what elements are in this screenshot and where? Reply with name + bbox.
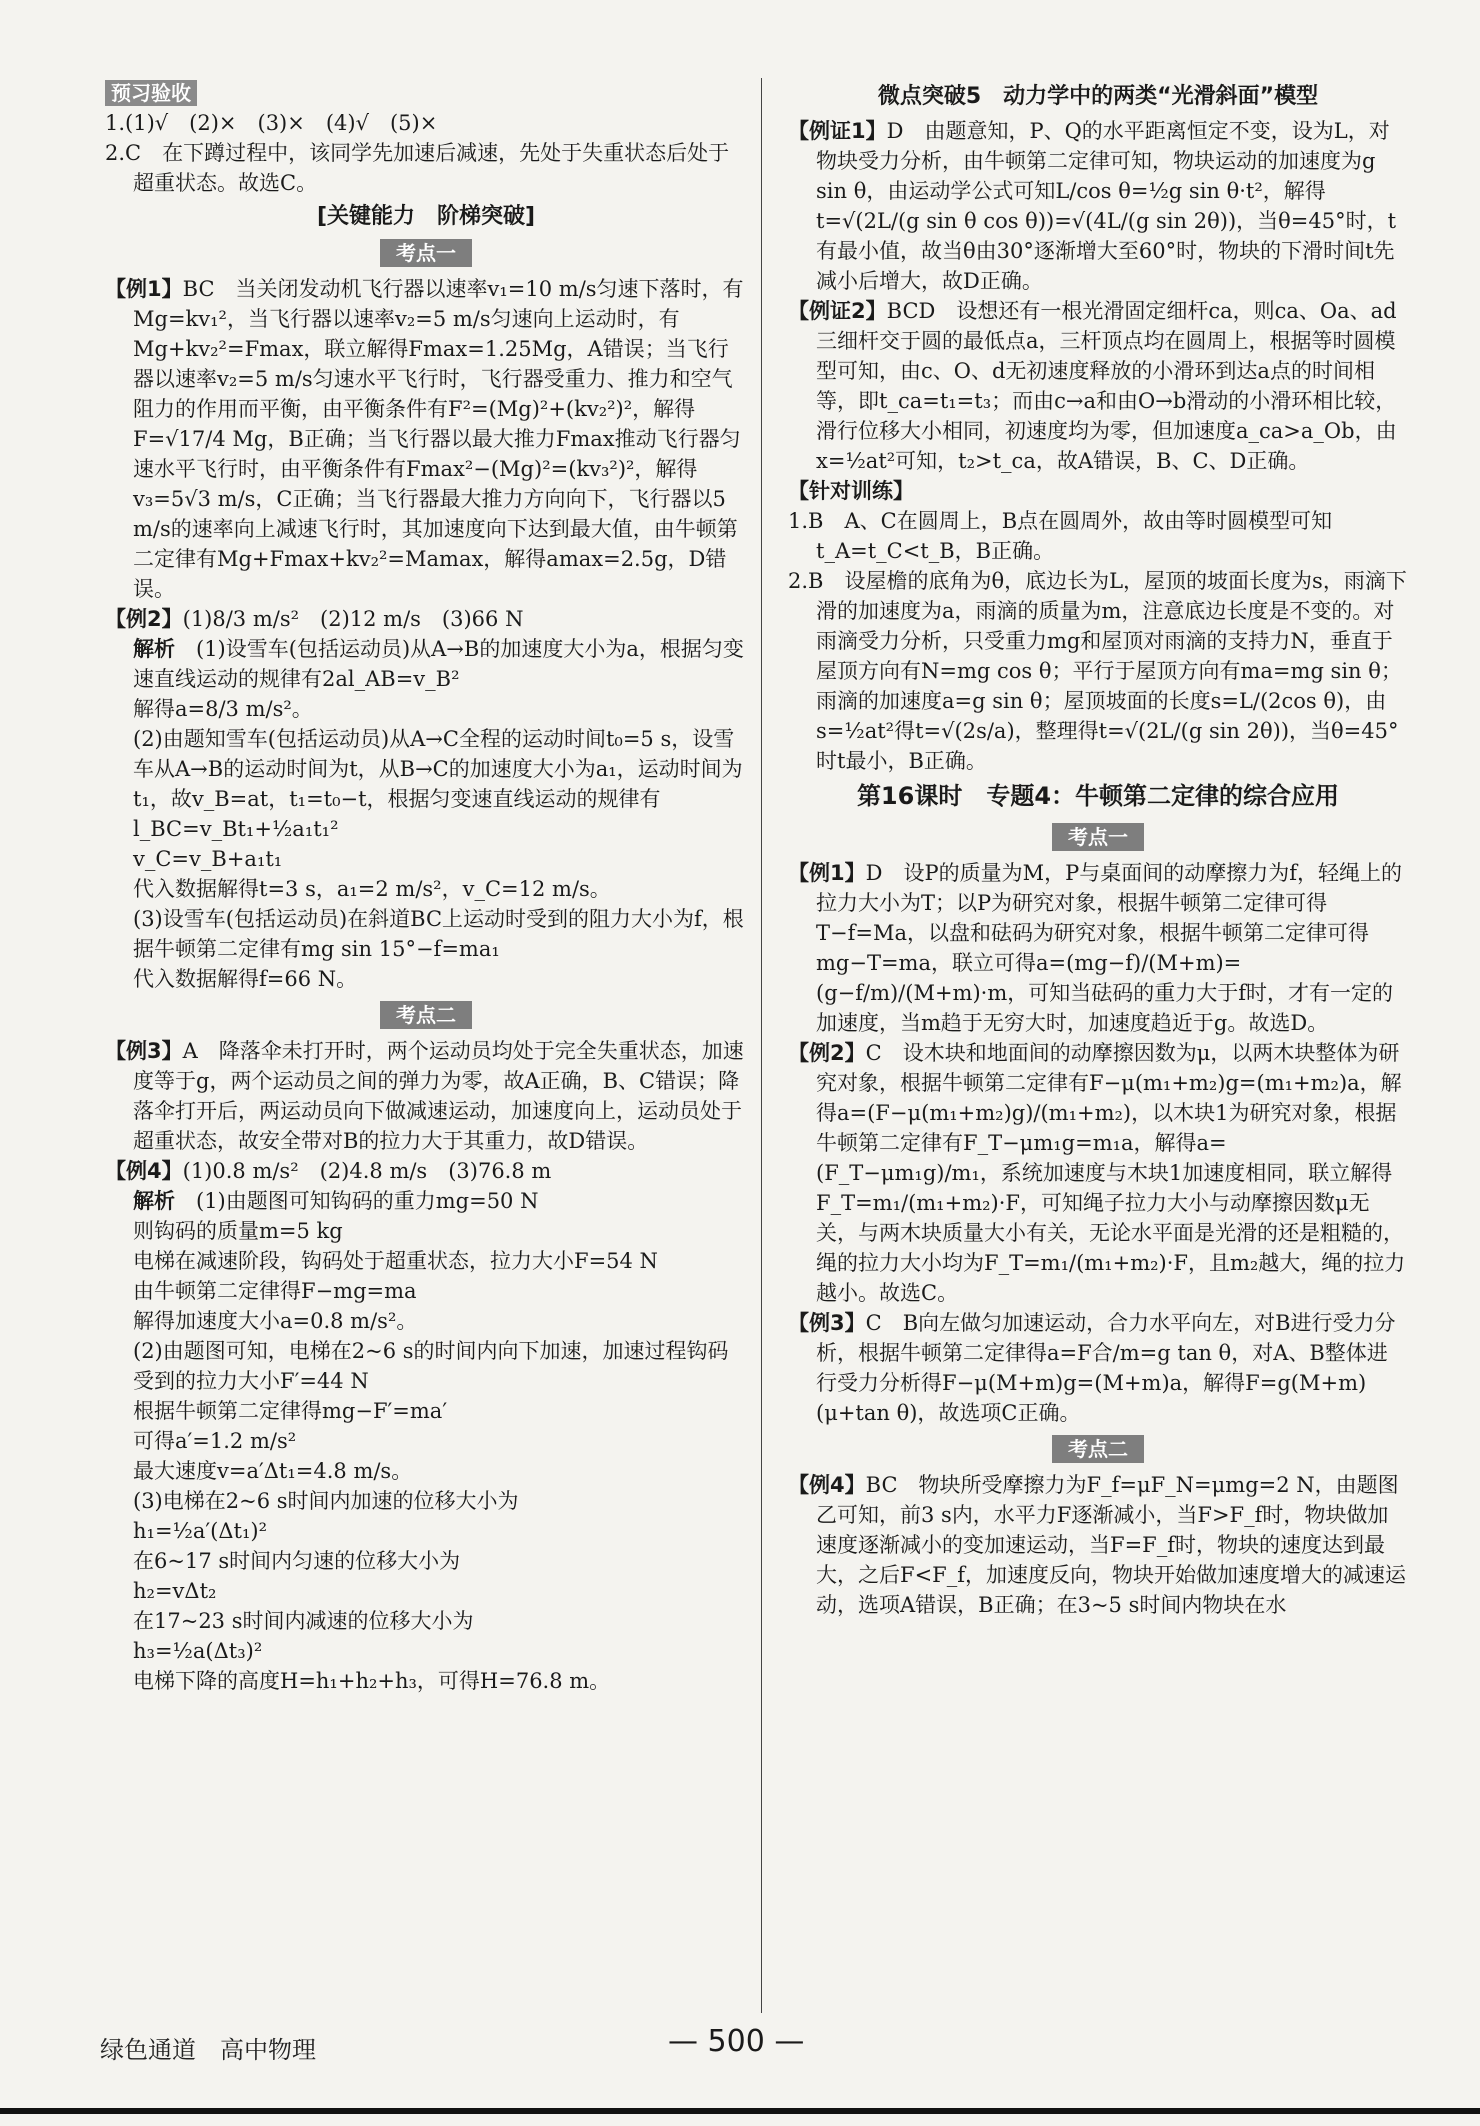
column-divider <box>761 78 762 2013</box>
example-2-formula-1: l_BC=v_Bt₁+½a₁t₁² <box>133 817 339 841</box>
example-2-line-3: (2)由题知雪车(包括运动员)从A→C全程的运动时间t₀=5 s，设雪车从A→B的运动时间为t，从B→C的加速度大小为a₁，运动时间为t₁，故v_B=at，t₁=t₀−t，根据匀变速直线运动的规律有 <box>133 727 743 811</box>
proof-example-2: 【例证2】BCD 设想还有一根光滑固定细杆ca，则ca、Oa、ad三细杆交于圆的最低点a，三杆顶点均在圆周上，根据等时圆模型可知，由c、O、d无初速度释放的小滑环到达a点的时间相等，即t_ca=t₁=t₃；而由c→a和由O→b滑动的小滑环相比较，滑行位移大小相同，初速度均为零，但加速度a_ca>a_Ob，由x=½at²可知，t₂>t_ca，故A错误，B、C、D正确。 <box>788 299 1397 473</box>
training-2: 2.B 设屋檐的底角为θ，底边长为L，屋顶的坡面长度为s，雨滴下滑的加速度为a，雨滴的质量为m，注意底边长度是不变的。对雨滴受力分析，只受重力mg和屋顶对雨滴的支持力N，垂直于屋顶方向有N=mg cos θ；平行于屋顶方向有ma=mg sin θ；雨滴的加速度a=g sin θ；屋顶坡面的长度s=L/(2cos θ)，由s=½at²得t=√(2s/a)，整理得t=√(2L/(g sin 2θ))，当θ=45°时t最小，B正确。 <box>788 569 1407 773</box>
example-4-line-1: 解析 (1)由题图可知钩码的重力mg=50 N <box>133 1189 539 1213</box>
example-2-answer: 【例2】(1)8/3 m/s² (2)12 m/s (3)66 N <box>105 607 524 631</box>
proof-example-1: 【例证1】D 由题意知，P、Q的水平距离恒定不变，设为L，对物块受力分析，由牛顿第二定律可知，物块运动的加速度为g sin θ，由运动学公式可知L/cos θ=½g sin θ·t²，解得t=√(2L/(g sin θ cos θ))=√(4L/(g sin 2θ))，当θ=45°时，t有最小值，故当θ由30°逐渐增大至60°时，物块的下滑时间t先减小后增大，故D正确。 <box>788 119 1397 293</box>
training-1: 1.B A、C在圆周上，B点在圆周外，故由等时圆模型可知t_A=t_C<t_B，B正确。 <box>788 509 1333 563</box>
example-2-line-6: 代入数据解得f=66 N。 <box>133 967 358 991</box>
page-number: — 500 — <box>668 2024 805 2059</box>
right-column <box>788 78 1408 1620</box>
example-4-formula-1: h₁=½a′(Δt₁)² <box>133 1519 268 1543</box>
preview-answer-2: 2.C 在下蹲过程中，该同学先加速后减速，先处于失重状态后处于超重状态。故选C。 <box>105 141 730 195</box>
training-label: 【针对训练】 <box>788 479 914 503</box>
example-2-line-5: (3)设雪车(包括运动员)在斜道BC上运动时受到的阻力大小为f，根据牛顿第二定律有mg sin 15°−f=ma₁ <box>133 907 744 961</box>
kaodian-2-badge: 考点二 <box>105 1000 747 1030</box>
weidian-title: 微点突破5 动力学中的两类“光滑斜面”模型 <box>877 84 1319 109</box>
example-2-line-2: 解得a=8/3 m/s²。 <box>133 697 313 721</box>
kaodian-1-badge: 考点一 <box>105 238 747 268</box>
bottom-rule <box>0 2108 1480 2114</box>
preview-answer-1: 1.(1)√ (2)× (3)× (4)√ (5)× <box>105 111 438 135</box>
example-2-line-1: 解析 (1)设雪车(包括运动员)从A→B的加速度大小为a，根据匀变速直线运动的规律有2al_AB=v_B² <box>133 637 744 691</box>
example-4-formula-3: h₃=½a(Δt₃)² <box>133 1639 263 1663</box>
book-title: 绿色通道 高中物理 <box>100 2036 316 2064</box>
preview-tag: 预习验收 <box>105 78 747 108</box>
right-example-2: 【例2】C 设木块和地面间的动摩擦因数为μ，以两木块整体为研究对象，根据牛顿第二定律有F−μ(m₁+m₂)g=(m₁+m₂)a，解得a=(F−μ(m₁+m₂)g)/(m₁+m₂)，以木块1为研究对象，根据牛顿第二定律有F_T−μm₁g=m₁a，解得a=(F_T−μm₁g)/m₁，系统加速度与木块1加速度相同，联立解得F_T=m₁/(m₁+m₂)·F，可知绳子拉力大小与动摩擦因数μ无关，与两木块质量大小有关，无论水平面是光滑的还是粗糙的，绳的拉力大小均为F_T=m₁/(m₁+m₂)·F，且m₂越大，绳的拉力越小。故选C。 <box>788 1041 1406 1305</box>
example-3: 【例3】A 降落伞未打开时，两个运动员均处于完全失重状态，加速度等于g，两个运动员之间的弹力为零，故A正确，B、C错误；降落伞打开后，两运动员向下做减速运动，加速度向上，运动员处于超重状态，故安全带对B的拉力大于其重力，故D错误。 <box>105 1039 744 1153</box>
left-column <box>105 78 747 1696</box>
example-4-line-7: 根据牛顿第二定律得mg−F′=ma′ <box>133 1399 448 1423</box>
example-4-line-13: 电梯下降的高度H=h₁+h₂+h₃，可得H=76.8 m。 <box>133 1669 611 1693</box>
example-1: 【例1】BC 当关闭发动机飞行器以速率v₁=10 m/s匀速下落时，有Mg=kv₁²，当飞行器以速率v₂=5 m/s匀速向上运动时，有Mg+kv₂²=Fmax，联立解得Fmax=1.25Mg，A错误；当飞行器以速率v₂=5 m/s匀速水平飞行时，飞行器受重力、推力和空气阻力的作用而平衡，由平衡条件有F²=(Mg)²+(kv₂²)²，解得F=√17/4 Mg，B正确；当飞行器以最大推力Fmax推动飞行器匀速水平飞行时，由平衡条件有Fmax²−(Mg)²=(kv₃²)²，解得v₃=5√3 m/s，C正确；当飞行器最大推力方向向下，飞行器以5 m/s的速率向上减速飞行时，其加速度向下达到最大值，由牛顿第二定律有Mg+Fmax+kv₂²=Mamax，解得amax=2.5g，D错误。 <box>105 277 744 601</box>
example-4-line-3: 电梯在减速阶段，钩码处于超重状态，拉力大小F=54 N <box>133 1249 658 1273</box>
example-4-line-9: 最大速度v=a′Δt₁=4.8 m/s。 <box>133 1459 413 1483</box>
right-example-1: 【例1】D 设P的质量为M，P与桌面间的动摩擦力为f，轻绳上的拉力大小为T；以P为研究对象，根据牛顿第二定律可得T−f=Ma，以盘和砝码为研究对象，根据牛顿第二定律可得mg−T=ma，联立可得a=(mg−f)/(M+m)=(g−f/m)/(M+m)·m，可知当砝码的重力大于f时，才有一定的加速度，当m趋于无穷大时，加速度趋近于g。故选D。 <box>788 861 1402 1035</box>
right-kaodian-2-badge: 考点二 <box>788 1434 1408 1464</box>
example-4-answer: 【例4】(1)0.8 m/s² (2)4.8 m/s (3)76.8 m <box>105 1159 552 1183</box>
right-kaodian-1-badge: 考点一 <box>788 822 1408 852</box>
example-2-line-4: 代入数据解得t=3 s，a₁=2 m/s²，v_C=12 m/s。 <box>133 877 611 901</box>
section-title: [关键能力 阶梯突破] <box>316 204 536 229</box>
lesson-title: 第16课时 专题4：牛顿第二定律的综合应用 <box>856 782 1340 810</box>
example-4-line-6: (2)由题图可知，电梯在2~6 s的时间内向下加速，加速过程钩码受到的拉力大小F′=44 N <box>133 1339 729 1393</box>
example-4-line-10: (3)电梯在2~6 s时间内加速的位移大小为 <box>133 1489 519 1513</box>
example-4-line-11: 在6~17 s时间内匀速的位移大小为 <box>133 1549 461 1573</box>
right-example-4: 【例4】BC 物块所受摩擦力为F_f=μF_N=μmg=2 N，由题图乙可知，前3 s内，水平力F逐渐减小，当F>F_f时，物块做加速度逐渐减小的变加速运动，当F=F_f时，物块的速度达到最大，之后F<F_f，加速度反向，物块开始做加速度增大的减速运动，选项A错误，B正确；在3~5 s时间内物块在水 <box>788 1473 1407 1617</box>
example-4-line-12: 在17~23 s时间内减速的位移大小为 <box>133 1609 474 1633</box>
example-2-formula-2: v_C=v_B+a₁t₁ <box>133 847 283 871</box>
example-4-line-8: 可得a′=1.2 m/s² <box>133 1429 297 1453</box>
right-example-3: 【例3】C B向左做匀加速运动，合力水平向左，对B进行受力分析，根据牛顿第二定律得a=F合/m=g tan θ，对A、B整体进行受力分析得F−μ(M+m)g=(M+m)a，解得F=g(M+m)(μ+tan θ)，故选项C正确。 <box>788 1311 1396 1425</box>
example-4-line-4: 由牛顿第二定律得F−mg=ma <box>133 1279 417 1303</box>
example-4-line-2: 则钩码的质量m=5 kg <box>133 1219 343 1243</box>
example-4-line-5: 解得加速度大小a=0.8 m/s²。 <box>133 1309 418 1333</box>
example-4-formula-2: h₂=vΔt₂ <box>133 1579 217 1603</box>
